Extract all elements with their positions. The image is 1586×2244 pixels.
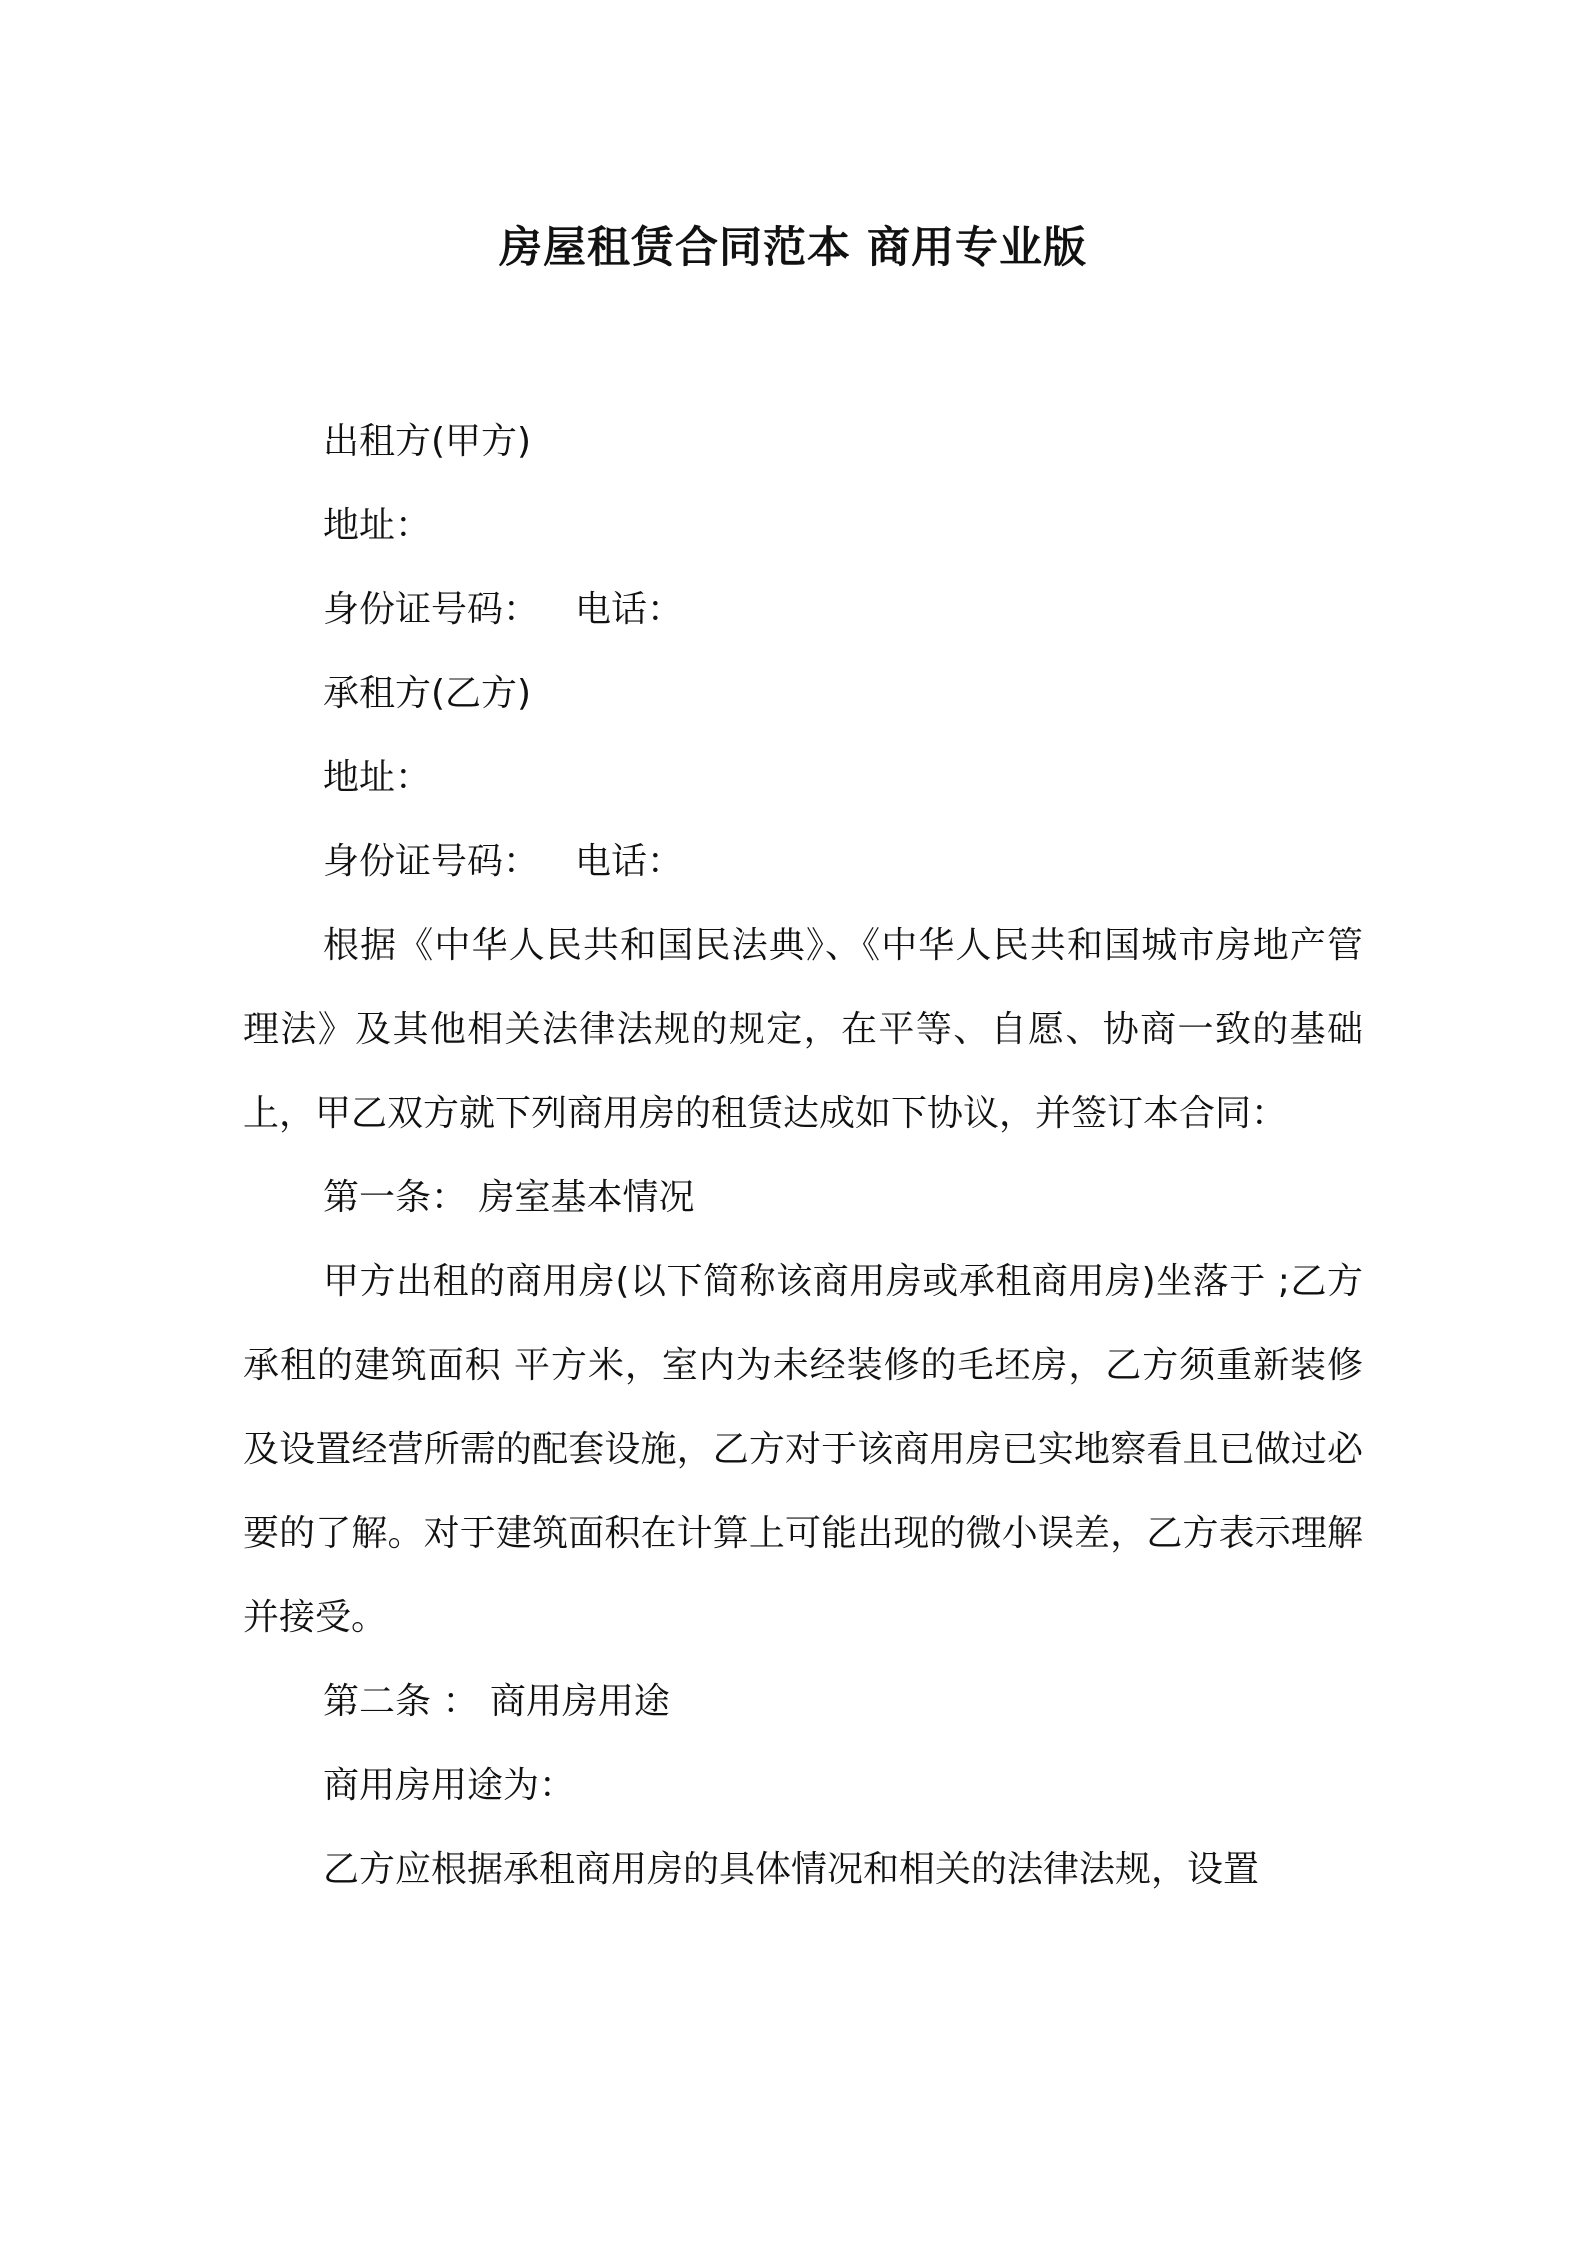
lessee-id-phone-row (243, 820, 1363, 904)
article1-heading: 第一条： 房室基本情况 (323, 1177, 695, 1218)
article2-heading: 第二条 ： 商用房用途 (323, 1681, 670, 1722)
preamble-paragraph: 根据《中华人民共和国民法典》、《中华人民共和国城市房地产管理法》及其他相关法律法规的规定，在平等、自愿、协商一致的基础上，甲乙双方就下列商用房的租赁达成如下协议，并签订本合同： (243, 925, 1363, 1134)
lessee-heading: 承租方(乙方) (323, 673, 532, 714)
contract-body (243, 400, 1363, 1912)
lessee-address-label: 地址： (323, 757, 432, 798)
lessor-address-label: 地址： (323, 505, 432, 546)
article1-paragraph: 甲方出租的商用房(以下简称该商用房或承租商用房)坐落于 ;乙方承租的建筑面积 平方米，室内为未经装修的毛坯房，乙方须重新装修及设置经营所需的配套设施，乙方对于该商用房已实地察看且已做过必要的了解。对于建筑面积在计算上可能出现的微小误差，乙方表示理解并接受。 (243, 1261, 1363, 1638)
lessor-id-phone-row (243, 568, 1363, 652)
lessee-id-label: 身份证号码： (323, 841, 540, 882)
article2-purpose-label: 商用房用途为： (323, 1765, 576, 1806)
article2-paragraph-start: 乙方应根据承租商用房的具体情况和相关的法律法规，设置 (323, 1849, 1260, 1890)
document-title: 房屋租赁合同范本 商用专业版 (499, 223, 1087, 273)
lessor-id-label: 身份证号码： (323, 589, 540, 630)
lessee-phone-label: 电话： (575, 841, 684, 882)
lessor-phone-label: 电话： (575, 589, 684, 630)
lessor-heading: 出租方(甲方) (323, 421, 532, 462)
